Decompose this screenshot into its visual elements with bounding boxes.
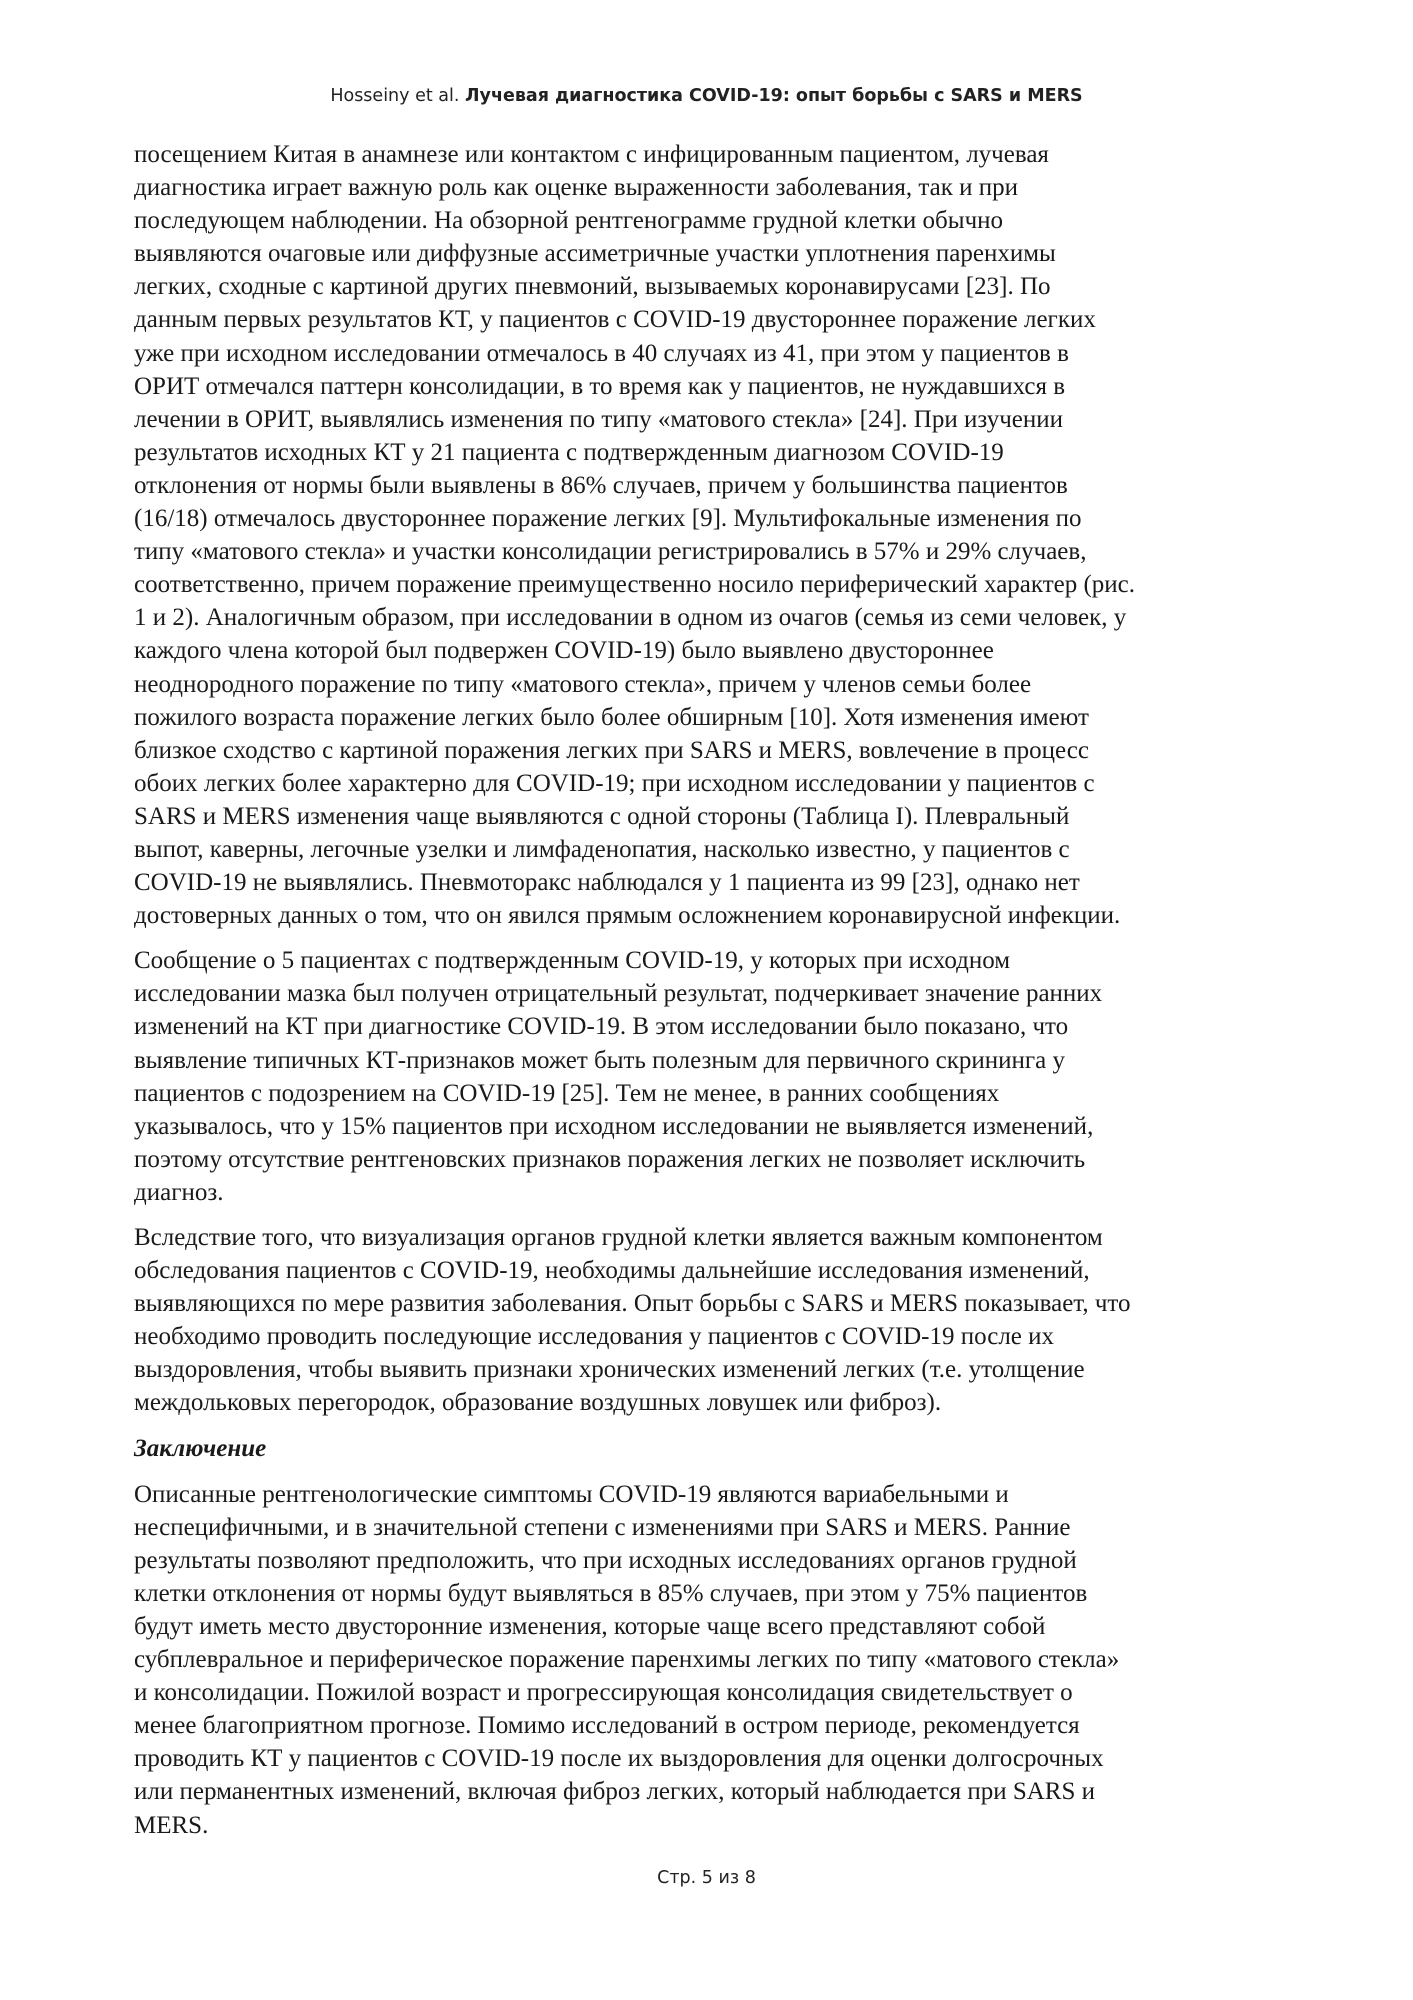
text-line: проводить КТ у пациентов с COVID-19 после их выздоровления для оценки долгосрочных [134, 1745, 1104, 1773]
text-line: достоверных данных о том, что он явился прямым осложнением коронавирусной инфекции. [134, 902, 1121, 930]
header-title: Лучевая диагностика COVID-19: опыт борьбы с SARS и MERS [465, 86, 1083, 106]
text-line: выявляющихся по мере развития заболевания. Опыт борьбы с SARS и MERS показывает, что [134, 1290, 1131, 1318]
text-line: легких, сходные с картиной других пневмоний, вызываемых коронавирусами [23]. По [134, 273, 1051, 301]
text-line: данным первых результатов КТ, у пациентов с COVID-19 двустороннее поражение легких [134, 306, 1096, 334]
text-line: уже при исходном исследовании отмечалось в 40 случаях из 41, при этом у пациентов в [134, 339, 1069, 367]
text-line: типу «матового стекла» и участки консолидации регистрировались в 57% и 29% случаев, [134, 538, 1087, 566]
text-line: соответственно, причем поражение преимущественно носило периферический характер (рис. [134, 571, 1136, 599]
text-line: пожилого возраста поражение легких было более обширным [10]. Хотя изменения имеют [134, 703, 1089, 731]
text-line: обоих легких более характерно для COVID-19; при исходном исследовании у пациентов с [134, 769, 1095, 797]
text-line: посещением Китая в анамнезе или контактом с инфицированным пациентом, лучевая [134, 141, 1049, 168]
text-line: близкое сходство с картиной поражения легких при SARS и MERS, вовлечение в процесс [134, 736, 1089, 764]
text-line: выявление типичных КТ-признаков может быть полезным для первичного скрининга у [134, 1046, 1065, 1074]
text-line: или перманентных изменений, включая фиброз легких, который наблюдается при SARS и [134, 1778, 1095, 1806]
text-line: неоднородного поражение по типу «матового стекла», причем у членов семьи более [134, 670, 1032, 698]
text-line: выпот, каверны, легочные узелки и лимфаденопатия, насколько известно, у пациентов с [134, 835, 1070, 863]
text-line: отклонения от нормы были выявлены в 86% случаев, причем у большинства пациентов [134, 471, 1068, 499]
paragraph-2 [134, 944, 1284, 1209]
text-line: COVID-19 не выявлялись. Пневмоторакс наблюдался у 1 пациента из 99 [23], однако нет [134, 869, 1080, 897]
text-line: Сообщение о 5 пациентах с подтвержденным COVID-19, у которых при исходном [134, 947, 1011, 975]
text-line: (16/18) отмечалось двустороннее поражение легких [9]. Мультифокальные изменения по [134, 505, 1082, 533]
text-line: и консолидации. Пожилой возраст и прогрессирующая консолидация свидетельствует о [134, 1679, 1073, 1707]
text-line: исследовании мазка был получен отрицательный результат, подчеркивает значение ранних [134, 980, 1103, 1008]
text-line: обследования пациентов с COVID-19, необходимы дальнейшие исследования изменений, [134, 1257, 1090, 1285]
text-line: SARS и MERS изменения чаще выявляются с одной стороны (Таблица I). Плевральный [134, 802, 1070, 830]
section-heading-conclusion: Заключение [134, 1434, 267, 1462]
text-line: лечении в ОРИТ, выявлялись изменения по типу «матового стекла» [24]. При изучении [134, 405, 1064, 433]
text-line: указывалось, что у 15% пациентов при исходном исследовании не выявляется изменений, [134, 1112, 1094, 1140]
text-line: диагностика играет важную роль как оценке выраженности заболевания, так и при [134, 174, 1019, 202]
text-line: 1 и 2). Аналогичным образом, при исследовании в одном из очагов (семья из семи человек, у [134, 604, 1127, 632]
document-body [134, 138, 1284, 1854]
text-line: междольковых перегородок, образование воздушных ловушек или фиброз). [134, 1389, 942, 1417]
text-line: поэтому отсутствие рентгеновских признаков поражения легких не позволяет исключить [134, 1145, 1086, 1173]
text-line: Вследствие того, что визуализация органов грудной клетки является важным компонентом [134, 1224, 1103, 1251]
paragraph-1 [134, 138, 1284, 932]
text-line: результатов исходных КТ у 21 пациента с подтвержденным диагнозом COVID-19 [134, 438, 1004, 466]
text-line: выздоровления, чтобы выявить признаки хронических изменений легких (т.е. утолщение [134, 1356, 1085, 1384]
text-line: будут иметь место двусторонние изменения, которые чаще всего представляют собой [134, 1612, 1046, 1640]
text-line: субплевральное и периферическое поражение паренхимы легких по типу «матового стекла» [134, 1646, 1120, 1674]
text-line: диагноз. [134, 1178, 224, 1206]
text-line: выявляются очаговые или диффузные ассиметричные участки уплотнения паренхимы [134, 240, 1056, 268]
text-line: MERS. [134, 1811, 209, 1839]
text-line: каждого члена которой был подвержен COVID-19) было выявлено двустороннее [134, 637, 994, 665]
text-line: необходимо проводить последующие исследования у пациентов с COVID-19 после их [134, 1323, 1055, 1351]
text-line: Описанные рентгенологические симптомы COVID-19 являются вариабельными и [134, 1480, 1009, 1508]
text-line: менее благоприятном прогнозе. Помимо исследований в остром периоде, рекомендуется [134, 1712, 1080, 1740]
text-line: пациентов с подозрением на COVID-19 [25]. Тем не менее, в ранних сообщениях [134, 1079, 1000, 1107]
paragraph-conclusion [134, 1478, 1284, 1842]
running-header [0, 86, 1413, 106]
header-authors: Hosseiny et al. [330, 86, 460, 106]
page-number: Стр. 5 из 8 [657, 1868, 756, 1888]
text-line: изменений на КТ при диагностике COVID-19. В этом исследовании было показано, что [134, 1013, 1069, 1041]
text-line: неспецифичными, и в значительной степени с изменениями при SARS и MERS. Ранние [134, 1513, 1071, 1541]
paragraph-3 [134, 1221, 1284, 1420]
text-line: результаты позволяют предположить, что при исходных исследованиях органов грудной [134, 1546, 1077, 1574]
text-line: последующем наблюдении. На обзорной рентгенограмме грудной клетки обычно [134, 207, 1004, 235]
text-line: ОРИТ отмечался паттерн консолидации, в то время как у пациентов, не нуждавшихся в [134, 372, 1066, 400]
text-line: клетки отклонения от нормы будут выявляться в 85% случаев, при этом у 75% пациентов [134, 1579, 1088, 1607]
